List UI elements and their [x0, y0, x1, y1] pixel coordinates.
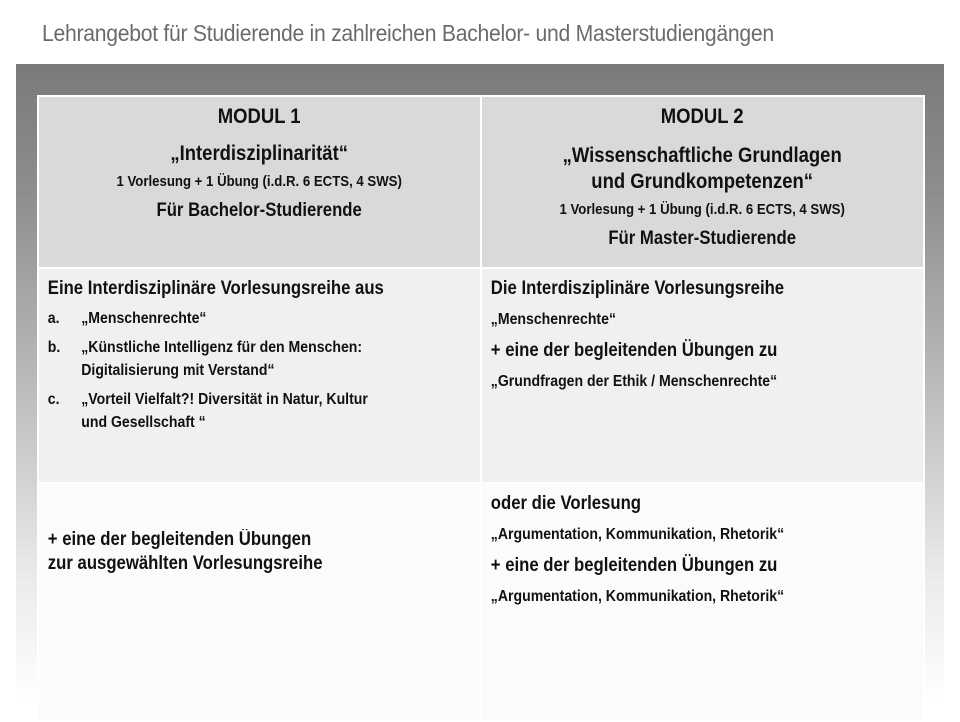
modul1-lectures: [38, 268, 481, 483]
list-item: [48, 336, 487, 382]
list-text: „Menschenrechte“: [81, 310, 207, 327]
modul2-load: 1 Vorlesung + 1 Übung (i.d.R. 6 ECTS, 4 SWS): [559, 201, 846, 218]
modul2-row2-lecture: „Menschenrechte“: [490, 311, 616, 328]
modul2-row2-intro: Die Interdisziplinäre Vorlesungsreihe: [490, 278, 785, 299]
modul2-target: Für Master-Studierende: [608, 228, 797, 249]
modul2-row2-plus: + eine der begleitenden Übungen zu: [490, 340, 778, 361]
header-row: [38, 96, 924, 268]
modul1-intro: Eine Interdisziplinäre Vorlesungsreihe aus: [47, 278, 384, 299]
list-marker: c.: [47, 391, 60, 408]
lecture-row: [38, 268, 924, 483]
modul2-name-line2: und Grundkompetenzen“: [591, 170, 814, 193]
exercise-row: [38, 483, 924, 721]
modul1-exercises: [38, 483, 481, 721]
modul2-header: [481, 96, 924, 268]
modul2-lectures: [481, 268, 924, 483]
modul1-header: [38, 96, 481, 268]
modul1-name: „Interdisziplinarität“: [170, 142, 349, 165]
list-text-cont: und Gesellschaft “: [81, 414, 206, 431]
modul1-target: Für Bachelor-Studierende: [156, 200, 363, 221]
modul1-load: 1 Vorlesung + 1 Übung (i.d.R. 6 ECTS, 4 SWS): [116, 173, 403, 190]
list-text: „Vorteil Vielfalt?! Diversität in Natur, Kultur: [81, 391, 368, 408]
modul1-exercise-line2: zur ausgewählten Vorlesungsreihe: [47, 553, 323, 574]
list-marker: b.: [47, 339, 61, 356]
modul2-alternative: [481, 483, 924, 721]
modul1-exercise-line1: + eine der begleitenden Übungen: [47, 529, 312, 550]
lecture-list: [48, 307, 487, 434]
modul2-row3-intro: oder die Vorlesung: [490, 493, 642, 514]
modul2-label: MODUL 2: [661, 105, 744, 128]
modul2-row2-exercise: „Grundfragen der Ethik / Menschenrechte“: [490, 373, 778, 390]
modul2-name-line1: „Wissenschaftliche Grundlagen: [562, 144, 843, 167]
modul2-row3-lecture: „Argumentation, Kommunikation, Rhetorik“: [490, 526, 785, 543]
modul2-row3-exercise: „Argumentation, Kommunikation, Rhetorik“: [490, 588, 785, 605]
list-marker: a.: [47, 310, 60, 327]
list-item: [48, 307, 487, 330]
modul2-row3-plus: + eine der begleitenden Übungen zu: [490, 555, 778, 576]
module-table: [37, 95, 925, 722]
slide-title: Lehrangebot für Studierende in zahlreichen Bachelor- und Masterstudiengängen: [42, 20, 774, 46]
list-text-cont: Digitalisierung mit Verstand“: [81, 362, 275, 379]
modul1-label: MODUL 1: [218, 105, 301, 128]
list-text: „Künstliche Intelligenz für den Menschen:: [81, 339, 363, 356]
list-item: [48, 388, 487, 434]
